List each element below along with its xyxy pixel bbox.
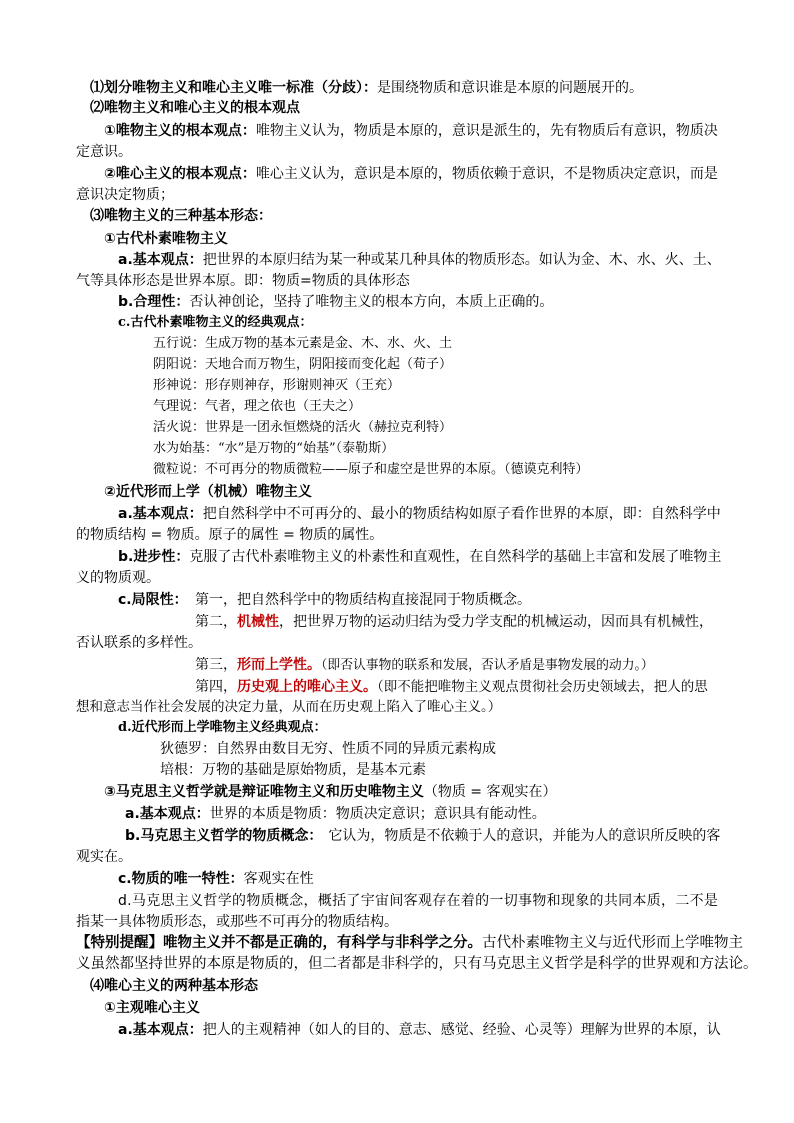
limit-third-line (195, 655, 654, 675)
marxism-heading-line (104, 782, 557, 802)
section-3-heading: ⑶唯物主义的三种基本形态： (90, 208, 272, 224)
ancient-rationality-line (118, 292, 553, 312)
section-4-heading: ⑷唯心主义的两种基本形态 (90, 978, 258, 994)
limit-fourth-keyword: 历史观上的唯心主义。 (237, 679, 377, 695)
limit-first: 第一，把自然科学中的物质结构直接混同于物质概念。 (195, 592, 531, 608)
ancient-basic-view-text-1: 把世界的本原归结为某一种或某几种具体的物质形态。如认为金、木、水、火、土、 (202, 252, 721, 268)
marxism-matter-concept-text-1: 它认为，物质是不依赖于人的意识，并能为人的意识所反映的客 (328, 828, 721, 844)
limit-third-keyword: 形而上学性。 (237, 657, 321, 673)
marxism-summary-line-1: d.马克思主义哲学的物质概念，概括了宇宙间客观存在着的一切事物和现象的共同本质，二不是 (118, 893, 719, 909)
modern-basic-view-line-1 (118, 504, 721, 524)
idealism-view-label: ②唯心主义的根本观点： (104, 166, 256, 182)
limit-second-line-1 (195, 612, 713, 632)
subjective-basic-view-text-1: 把人的主观精神（如人的目的、意志、感觉、经验、心灵等）理解为世界的本原，认 (202, 1022, 721, 1038)
modern-limits-label: c.局限性： (118, 592, 188, 608)
modern-progress-line-1 (118, 547, 721, 567)
limit-second-line-2: 否认联系的多样性。 (76, 635, 202, 651)
ancient-basic-view-line-1 (118, 250, 721, 270)
special-reminder-text-1: 古代朴素唯物主义与近代形而上学唯物主 (482, 935, 743, 951)
classic-view-item: 五行说：生成万物的基本元素是金、木、水、火、土 (153, 336, 453, 351)
classic-view-item: 水为始基：“水”是万物的“始基”（泰勒斯） (153, 441, 395, 456)
materialism-view-text-1: 唯物主义认为，物质是本原的，意识是派生的，先有物质后有意识，物质决 (255, 123, 718, 139)
classic-view-item: 形神说：形存则神存，形谢则神灭（王充） (153, 378, 401, 393)
marxism-basic-view-text: 世界的本质是物质：物质决定意识；意识具有能动性。 (209, 806, 546, 822)
marxism-heading-note: （物质 = 客观实在） (423, 784, 557, 800)
marxism-heading: ③马克思主义哲学就是辩证唯物主义和历史唯物主义 (104, 784, 424, 800)
classic-view-item: 狄德罗：自然界由数目无穷、性质不同的异质元素构成 (160, 741, 496, 757)
modern-limits-line-1 (118, 590, 531, 610)
modern-progress-label: b.进步性： (118, 549, 190, 565)
classic-view-item: 培根：万物的基础是原始物质，是基本元素 (160, 762, 426, 778)
limit-second-text-1: ，把世界万物的运动归结为受力学支配的机械运动，因而具有机械性， (279, 614, 713, 630)
limit-fourth-note-1: （即不能把唯物主义观点贯彻社会历史领域去，把人的思 (377, 679, 708, 695)
materialism-view-line-2: 定意识。 (76, 144, 132, 160)
classic-view-item: 阴阳说：天地合而万物生，阴阳接而变化起（荀子） (153, 357, 453, 372)
limit-fourth-note-2: 想和意志当作社会发展的决定力量，从而在历史观上陷入了唯心主义。） (76, 699, 502, 715)
marxism-unique-property-text: 客观实在性 (243, 871, 314, 887)
marxism-unique-property-label: c.物质的唯一特性： (118, 871, 244, 887)
modern-basic-view-label: a.基本观点： (118, 506, 203, 522)
limit-second-prefix: 第二， (195, 614, 237, 630)
subjective-basic-view-line-1 (118, 1020, 721, 1040)
materialism-view-label: ①唯物主义的根本观点： (104, 123, 256, 139)
modern-basic-view-line-2: 的物质结构 = 物质。原子的属性 = 物质的属性。 (76, 527, 384, 543)
limit-third-note: （即否认事物的联系和发展，否认矛盾是事物发展的动力。） (321, 658, 654, 673)
special-reminder-line-1 (76, 933, 743, 953)
special-reminder-line-2: 义虽然都坚持世界的本原是物质的，但二者都是非科学的，只有马克思主义哲学是科学的世界观和方法论。 (76, 956, 758, 972)
special-reminder-bold-text: 唯物主义并不都是正确的，有科学与非科学之分。 (163, 934, 482, 951)
marxism-matter-concept-line-1 (125, 826, 720, 846)
subjective-basic-view-label: a.基本观点： (118, 1022, 203, 1038)
ancient-materialism-heading: ①古代朴素唯物主义 (104, 231, 228, 247)
modern-progress-text-1: 克服了古代朴素唯物主义的朴素性和直观性，在自然科学的基础上丰富和发展了唯物主 (189, 549, 722, 565)
modern-progress-line-2: 义的物质观。 (76, 570, 160, 586)
marxism-matter-concept-line-2: 观实在。 (76, 849, 132, 865)
marxism-summary-line-2: 指某一具体物质形态，或那些不可再分的物质结构。 (76, 914, 398, 930)
limit-fourth-line-1 (195, 677, 708, 697)
ancient-basic-view-label: a.基本观点： (118, 252, 203, 268)
ancient-basic-view-line-2: 气等具体形态是世界本原。即：物质=物质的具体形态 (76, 273, 410, 289)
ancient-rationality-label: b.合理性： (118, 294, 190, 310)
limit-third-prefix: 第三， (195, 657, 237, 673)
limit-fourth-prefix: 第四， (195, 679, 237, 695)
classic-view-item: 活火说：世界是一团永恒燃烧的活火（赫拉克利特） (153, 420, 453, 435)
section-1-label: ⑴划分唯物主义和唯心主义唯一标准（分歧）： (90, 80, 377, 96)
limit-second-keyword: 机械性 (237, 614, 279, 630)
marxism-basic-view-line (125, 804, 546, 824)
section-1-text: 是围绕物质和意识谁是本原的问题展开的。 (377, 80, 643, 96)
ancient-rationality-text: 否认神创论，坚持了唯物主义的根本方向，本质上正确的。 (189, 294, 554, 310)
marxism-matter-concept-label: b.马克思主义哲学的物质概念： (125, 828, 323, 844)
modern-materialism-heading: ②近代形而上学（机械）唯物主义 (104, 484, 312, 500)
marxism-unique-property-line (118, 869, 314, 889)
modern-basic-view-text-1: 把自然科学中不可再分的、最小的物质结构如原子看作世界的本原，即：自然科学中 (202, 506, 721, 522)
modern-classic-views-heading: d.近代形而上学唯物主义经典观点： (118, 720, 327, 735)
materialism-view-line-1 (104, 121, 718, 141)
ancient-classic-views-heading: c.古代朴素唯物主义的经典观点： (118, 315, 313, 330)
idealism-view-line-2: 意识决定物质； (76, 187, 174, 203)
marxism-basic-view-label: a.基本观点： (125, 806, 210, 822)
classic-view-item: 微粒说：不可再分的物质微粒——原子和虚空是世界的本原。（德谟克利特） (153, 462, 589, 477)
subjective-idealism-heading: ①主观唯心主义 (104, 1000, 200, 1016)
idealism-view-text-1: 唯心主义认为，意识是本原的，物质依赖于意识，不是物质决定意识，而是 (255, 166, 718, 182)
section-1-line (90, 78, 643, 98)
classic-view-item: 气理说：气者，理之依也（王夫之） (153, 399, 362, 414)
special-reminder-tag: 【特别提醒】 (76, 935, 163, 951)
section-2-heading: ⑵唯物主义和唯心主义的根本观点 (90, 100, 300, 116)
idealism-view-line-1 (104, 164, 718, 184)
